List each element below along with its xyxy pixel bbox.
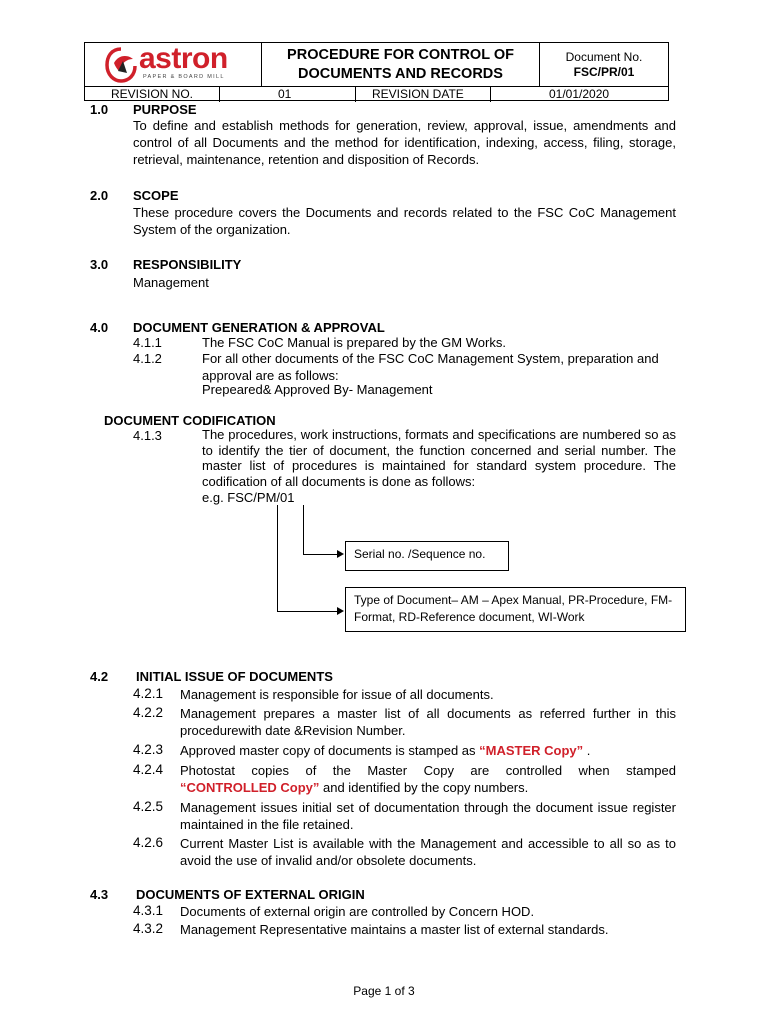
item-4-2-3-number: 4.2.3 [133, 742, 164, 757]
item-4-2-1-number: 4.2.1 [133, 686, 164, 701]
item-4-2-1-text: Management is responsible for issue of all documents. [180, 687, 494, 702]
item-4-3-1-text: Documents of external origin are controlled by Concern HOD. [180, 904, 535, 919]
item-4-2-3-text [180, 742, 590, 759]
item-4-2-3-text-tail: . [583, 743, 591, 758]
revision-no-label: REVISION NO. [85, 87, 220, 102]
connector-serial-vertical [303, 505, 304, 555]
revision-date-label: REVISION DATE [356, 87, 491, 102]
section-3-text: Management [133, 275, 209, 290]
section-4-2-number: 4.2 [90, 669, 109, 684]
codification-example: e.g. FSC/PM/01 [202, 490, 295, 505]
logo-subtext: PAPER & BOARD MILL [143, 74, 225, 80]
item-4-3-1-number: 4.3.1 [133, 903, 164, 918]
section-1-number: 1.0 [90, 102, 109, 117]
master-copy-stamp: “MASTER Copy” [479, 743, 584, 758]
document-title [262, 43, 540, 86]
section-3-number: 3.0 [90, 257, 109, 272]
serial-number-box: Serial no. /Sequence no. [345, 541, 509, 571]
item-4-2-6-number: 4.2.6 [133, 835, 164, 850]
section-2-number: 2.0 [90, 188, 109, 203]
connector-type-vertical [277, 505, 278, 612]
item-4-2-2-number: 4.2.2 [133, 705, 164, 720]
doc-number-label: Document No. [565, 50, 643, 64]
controlled-copy-stamp: “CONTROLLED Copy” [180, 780, 320, 795]
codification-title: DOCUMENT CODIFICATION [104, 413, 276, 428]
item-4-1-2-approval: Prepeared& Approved By- Management [202, 382, 433, 397]
connector-serial-horizontal [303, 554, 339, 555]
section-4-3-number: 4.3 [90, 887, 109, 902]
logo-wordmark: astron [139, 42, 228, 75]
section-2-title: SCOPE [133, 188, 179, 203]
arrow-right-icon [337, 550, 344, 558]
header-table [84, 42, 669, 101]
section-2-text: These procedure covers the Documents and records related to the FSC CoC Management System of the organization. [133, 205, 676, 237]
title-line-1: PROCEDURE FOR CONTROL OF [287, 47, 514, 63]
doc-number: FSC/PR/01 [573, 65, 635, 79]
section-3-title: RESPONSIBILITY [133, 257, 242, 272]
astron-logo-icon [105, 47, 137, 83]
revision-date-value: 01/01/2020 [549, 87, 610, 101]
item-4-1-1-number: 4.1.1 [133, 335, 162, 350]
revision-no-value: 01 [220, 87, 356, 102]
section-4-3-title: DOCUMENTS OF EXTERNAL ORIGIN [136, 887, 365, 902]
arrow-right-icon [337, 607, 344, 615]
logo-cell [85, 43, 262, 86]
revision-row [85, 86, 668, 102]
item-4-2-6-text: Current Master List is available with the Management and accessible to all so as to avoid the use of invalid and/or obsolete documents. [180, 836, 676, 868]
item-4-1-3-text: The procedures, work instructions, formats and specifications are numbered so as to identify the tier of document, the function concerned and serial number. The master list of procedures is maintained for standard system procedure. The codification of all documents is done as follows: [202, 427, 676, 489]
section-4-2-title: INITIAL ISSUE OF DOCUMENTS [136, 669, 333, 684]
item-4-1-1-text: The FSC CoC Manual is prepared by the GM Works. [202, 335, 506, 350]
item-4-1-2-number: 4.1.2 [133, 351, 162, 366]
section-1-title: PURPOSE [133, 102, 197, 117]
document-type-box: Type of Document– AM – Apex Manual, PR-Procedure, FM-Format, RD-Reference document, WI-Work [345, 587, 686, 632]
page-footer: Page 1 of 3 [353, 984, 415, 998]
section-4-number: 4.0 [90, 320, 109, 335]
section-4-title: DOCUMENT GENERATION & APPROVAL [133, 320, 385, 335]
item-4-1-3-number: 4.1.3 [133, 428, 162, 443]
item-4-2-5-text: Management issues initial set of documentation through the document issue register maintained in the file retained. [180, 800, 676, 832]
item-4-2-4-number: 4.2.4 [133, 762, 164, 777]
item-4-2-4-text-cont [180, 779, 528, 796]
document-number-cell [540, 43, 668, 86]
item-4-3-2-text: Management Representative maintains a master list of external standards. [180, 922, 609, 937]
item-4-2-3-text-lead: Approved master copy of documents is stamped as [180, 743, 480, 758]
item-4-3-2-number: 4.3.2 [133, 921, 164, 936]
item-4-2-2-text: Management prepares a master list of all documents as referred further in this procedurewith date &Revision Number. [180, 706, 676, 738]
item-4-2-4-text-tail: and identified by the copy numbers. [319, 780, 529, 795]
connector-type-horizontal [277, 611, 339, 612]
title-line-2: DOCUMENTS AND RECORDS [298, 66, 503, 82]
item-4-2-4-text-lead: Photostat copies of the Master Copy are controlled when stamped [180, 763, 676, 778]
item-4-1-2-text: For all other documents of the FSC CoC Management System, preparation and approval are as follows: [202, 351, 659, 383]
item-4-2-5-number: 4.2.5 [133, 799, 164, 814]
section-1-text: To define and establish methods for generation, review, approval, issue, amendments and control of all Documents and the method for identification, indexing, access, filing, storage, retrieval, maintenance, retention and disposition of Records. [133, 118, 676, 167]
